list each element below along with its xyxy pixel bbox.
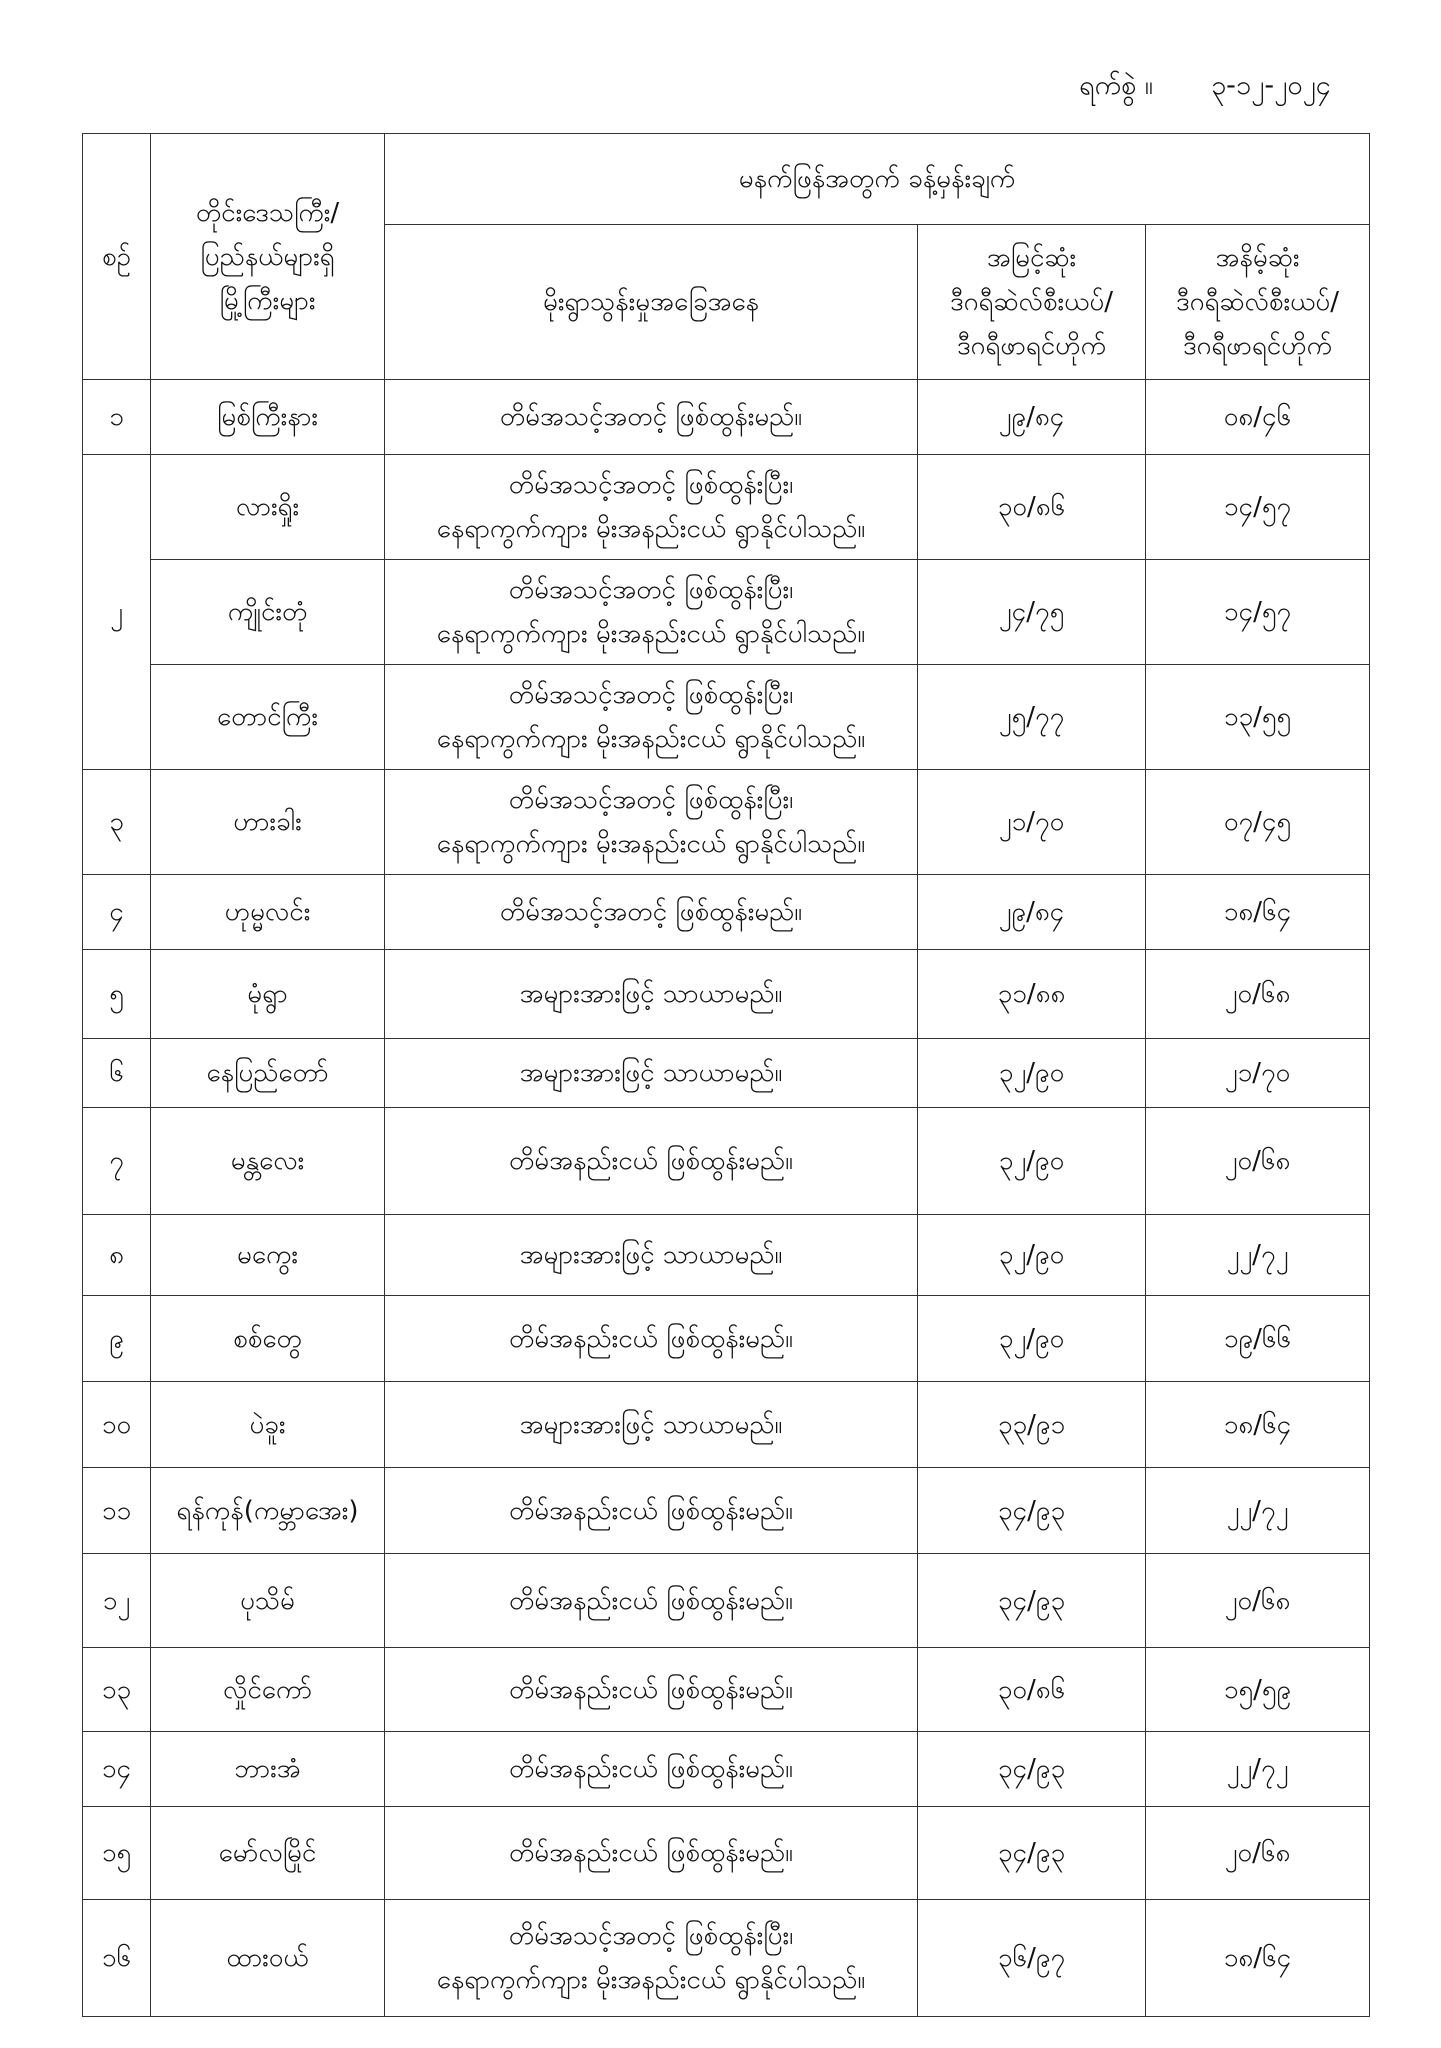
header-max-line: ဒီဂရီဖာရင်ဟိုက်	[956, 331, 1107, 361]
table-row	[83, 1468, 1370, 1554]
row-condition: တိမ်အနည်းငယ် ဖြစ်ထွန်းမည်။	[385, 1296, 918, 1382]
row-city: ဟုမ္မလင်း	[151, 875, 385, 950]
row-condition	[385, 770, 918, 875]
header-min-line: အနိမ့်ဆုံး	[1215, 243, 1300, 273]
condition-line: တိမ်အသင့်အတင့် ဖြစ်ထွန်းပြီး၊	[508, 785, 794, 815]
row-max-temp: ၃၂/၉၀	[918, 1108, 1146, 1215]
row-no: ၄	[83, 875, 151, 950]
header-condition: မိုးရွာသွန်းမှုအခြေအနေ	[385, 225, 918, 380]
row-min-temp: ၂၂/၇၂	[1146, 1732, 1370, 1807]
row-city: ရန်ကုန်(ကမ္ဘာအေး)	[151, 1468, 385, 1554]
row-condition: တိမ်အနည်းငယ် ဖြစ်ထွန်းမည်။	[385, 1732, 918, 1807]
row-no: ၅	[83, 950, 151, 1039]
condition-line: တိမ်အသင့်အတင့် ဖြစ်ထွန်းပြီး၊	[508, 1921, 794, 1951]
row-max-temp: ၂၄/၇၅	[918, 560, 1146, 665]
row-min-temp: ၀၇/၄၅	[1146, 770, 1370, 875]
row-no: ၁၄	[83, 1732, 151, 1807]
header-region	[151, 134, 385, 380]
row-condition: အများအားဖြင့် သာယာမည်။	[385, 950, 918, 1039]
row-min-temp: ၂၀/၆၈	[1146, 1108, 1370, 1215]
row-condition: အများအားဖြင့် သာယာမည်။	[385, 1215, 918, 1296]
condition-line: နေရာကွက်ကျား မိုးအနည်းငယ် ရွာနိုင်ပါသည်။	[436, 829, 866, 859]
header-max-line: ဒီဂရီဆဲလ်စီးယပ်/	[950, 287, 1113, 317]
row-min-temp: ၁၅/၅၉	[1146, 1648, 1370, 1732]
row-min-temp: ၂၁/၇၀	[1146, 1039, 1370, 1108]
row-condition	[385, 560, 918, 665]
row-city: မုံရွာ	[151, 950, 385, 1039]
row-condition: တိမ်အနည်းငယ် ဖြစ်ထွန်းမည်။	[385, 1648, 918, 1732]
row-no: ၁၆	[83, 1900, 151, 2017]
row-max-temp: ၂၉/၈၄	[918, 875, 1146, 950]
table-row	[83, 1807, 1370, 1900]
table-row	[83, 950, 1370, 1039]
row-min-temp: ၁၄/၅၇	[1146, 560, 1370, 665]
row-no: ၂	[83, 455, 151, 770]
table-row	[83, 560, 1370, 665]
row-no: ၃	[83, 770, 151, 875]
row-no: ၁၀	[83, 1382, 151, 1468]
row-max-temp: ၃၂/၉၀	[918, 1215, 1146, 1296]
condition-line: နေရာကွက်ကျား မိုးအနည်းငယ် ရွာနိုင်ပါသည်။	[436, 1965, 866, 1995]
row-condition: တိမ်အနည်းငယ် ဖြစ်ထွန်းမည်။	[385, 1807, 918, 1900]
row-city: လားရှိုး	[151, 455, 385, 560]
row-no: ၆	[83, 1039, 151, 1108]
table-row	[83, 1732, 1370, 1807]
row-condition: တိမ်အနည်းငယ် ဖြစ်ထွန်းမည်။	[385, 1468, 918, 1554]
row-no: ၁၁	[83, 1468, 151, 1554]
date-value: ၃-၁၂-၂၀၂၄	[1210, 70, 1331, 101]
row-max-temp: ၃၂/၉၀	[918, 1296, 1146, 1382]
condition-line: နေရာကွက်ကျား မိုးအနည်းငယ် ရွာနိုင်ပါသည်။	[436, 724, 866, 754]
row-no: ၁၅	[83, 1807, 151, 1900]
row-min-temp: ၁၃/၅၅	[1146, 665, 1370, 770]
table-row	[83, 1039, 1370, 1108]
row-condition: တိမ်အနည်းငယ် ဖြစ်ထွန်းမည်။	[385, 1108, 918, 1215]
row-city: နေပြည်တော်	[151, 1039, 385, 1108]
header-max-temp	[918, 225, 1146, 380]
row-min-temp: ၂၀/၆၈	[1146, 1554, 1370, 1648]
row-city: ဟားခါး	[151, 770, 385, 875]
row-max-temp: ၃၆/၉၇	[918, 1900, 1146, 2017]
row-min-temp: ၁၉/၆၆	[1146, 1296, 1370, 1382]
row-city: မန္တလေး	[151, 1108, 385, 1215]
row-no: ၁၃	[83, 1648, 151, 1732]
document-date	[1079, 68, 1331, 108]
row-no: ၁	[83, 380, 151, 455]
row-city: ထားဝယ်	[151, 1900, 385, 2017]
row-min-temp: ၂၂/၇၂	[1146, 1468, 1370, 1554]
header-region-line: ပြည်နယ်များရှိ	[200, 241, 335, 272]
table-row	[83, 665, 1370, 770]
row-city: မော်လမြိုင်	[151, 1807, 385, 1900]
row-city: ပဲခူး	[151, 1382, 385, 1468]
row-min-temp: ၂၀/၆၈	[1146, 1807, 1370, 1900]
row-no: ၇	[83, 1108, 151, 1215]
row-max-temp: ၃၃/၉၁	[918, 1382, 1146, 1468]
row-min-temp: ၂၀/၆၈	[1146, 950, 1370, 1039]
row-condition: တိမ်အသင့်အတင့် ဖြစ်ထွန်းမည်။	[385, 875, 918, 950]
row-city: လှိုင်ကော်	[151, 1648, 385, 1732]
header-no: စဉ်	[83, 134, 151, 380]
table-row	[83, 380, 1370, 455]
row-max-temp: ၃၄/၉၃	[918, 1468, 1146, 1554]
row-condition: အများအားဖြင့် သာယာမည်။	[385, 1382, 918, 1468]
table-row	[83, 1108, 1370, 1215]
row-no: ၁၂	[83, 1554, 151, 1648]
header-region-line: တိုင်းဒေသကြီး/	[195, 197, 340, 228]
table-row	[83, 1215, 1370, 1296]
row-condition: တိမ်အသင့်အတင့် ဖြစ်ထွန်းမည်။	[385, 380, 918, 455]
date-label: ရက်စွဲ ။	[1079, 70, 1153, 101]
row-max-temp: ၂၉/၈၄	[918, 380, 1146, 455]
row-min-temp: ၁၄/၅၇	[1146, 455, 1370, 560]
row-max-temp: ၃၂/၉၀	[918, 1039, 1146, 1108]
table-row	[83, 1296, 1370, 1382]
header-min-line: ဒီဂရီဆဲလ်စီးယပ်/	[1176, 287, 1339, 317]
row-max-temp: ၃၁/၈၈	[918, 950, 1146, 1039]
table-row	[83, 875, 1370, 950]
row-max-temp: ၃၄/၉၃	[918, 1732, 1146, 1807]
table-row	[83, 770, 1370, 875]
header-max-line: အမြင့်ဆုံး	[986, 243, 1077, 273]
row-condition	[385, 665, 918, 770]
row-city: ပုသိမ်	[151, 1554, 385, 1648]
row-city: စစ်တွေ	[151, 1296, 385, 1382]
weather-forecast-table	[82, 133, 1370, 2017]
condition-line: တိမ်အသင့်အတင့် ဖြစ်ထွန်းပြီး၊	[508, 575, 794, 605]
row-city: တောင်ကြီး	[151, 665, 385, 770]
condition-line: တိမ်အသင့်အတင့် ဖြစ်ထွန်းပြီး၊	[508, 680, 794, 710]
row-city: ဘားအံ	[151, 1732, 385, 1807]
row-condition: အများအားဖြင့် သာယာမည်။	[385, 1039, 918, 1108]
condition-line: တိမ်အသင့်အတင့် ဖြစ်ထွန်းပြီး၊	[508, 470, 794, 500]
table-row	[83, 1900, 1370, 2017]
row-max-temp: ၃၄/၉၃	[918, 1554, 1146, 1648]
row-max-temp: ၃၀/၈၆	[918, 1648, 1146, 1732]
table-row	[83, 455, 1370, 560]
table-row	[83, 1648, 1370, 1732]
header-min-line: ဒီဂရီဖာရင်ဟိုက်	[1182, 331, 1333, 361]
row-min-temp: ၁၈/၆၄	[1146, 1382, 1370, 1468]
row-max-temp: ၂၁/၇၀	[918, 770, 1146, 875]
row-no: ၉	[83, 1296, 151, 1382]
row-max-temp: ၃၀/၈၆	[918, 455, 1146, 560]
row-no: ၈	[83, 1215, 151, 1296]
row-city: ကျိုင်းတုံ	[151, 560, 385, 665]
row-city: မြစ်ကြီးနား	[151, 380, 385, 455]
row-condition: တိမ်အနည်းငယ် ဖြစ်ထွန်းမည်။	[385, 1554, 918, 1648]
table-row	[83, 1554, 1370, 1648]
row-condition	[385, 455, 918, 560]
row-max-temp: ၂၅/၇၇	[918, 665, 1146, 770]
row-min-temp: ၀၈/၄၆	[1146, 380, 1370, 455]
header-region-line: မြို့ကြီးများ	[219, 285, 316, 316]
row-city: မကွေး	[151, 1215, 385, 1296]
header-min-temp	[1146, 225, 1370, 380]
condition-line: နေရာကွက်ကျား မိုးအနည်းငယ် ရွာနိုင်ပါသည်။	[436, 514, 866, 544]
row-min-temp: ၁၈/၆၄	[1146, 1900, 1370, 2017]
row-max-temp: ၃၄/၉၃	[918, 1807, 1146, 1900]
condition-line: နေရာကွက်ကျား မိုးအနည်းငယ် ရွာနိုင်ပါသည်။	[436, 619, 866, 649]
row-min-temp: ၂၂/၇၂	[1146, 1215, 1370, 1296]
table-row	[83, 1382, 1370, 1468]
row-min-temp: ၁၈/၆၄	[1146, 875, 1370, 950]
row-condition	[385, 1900, 918, 2017]
header-forecast-group: မနက်ဖြန်အတွက် ခန့်မှန်းချက်	[385, 134, 1370, 225]
